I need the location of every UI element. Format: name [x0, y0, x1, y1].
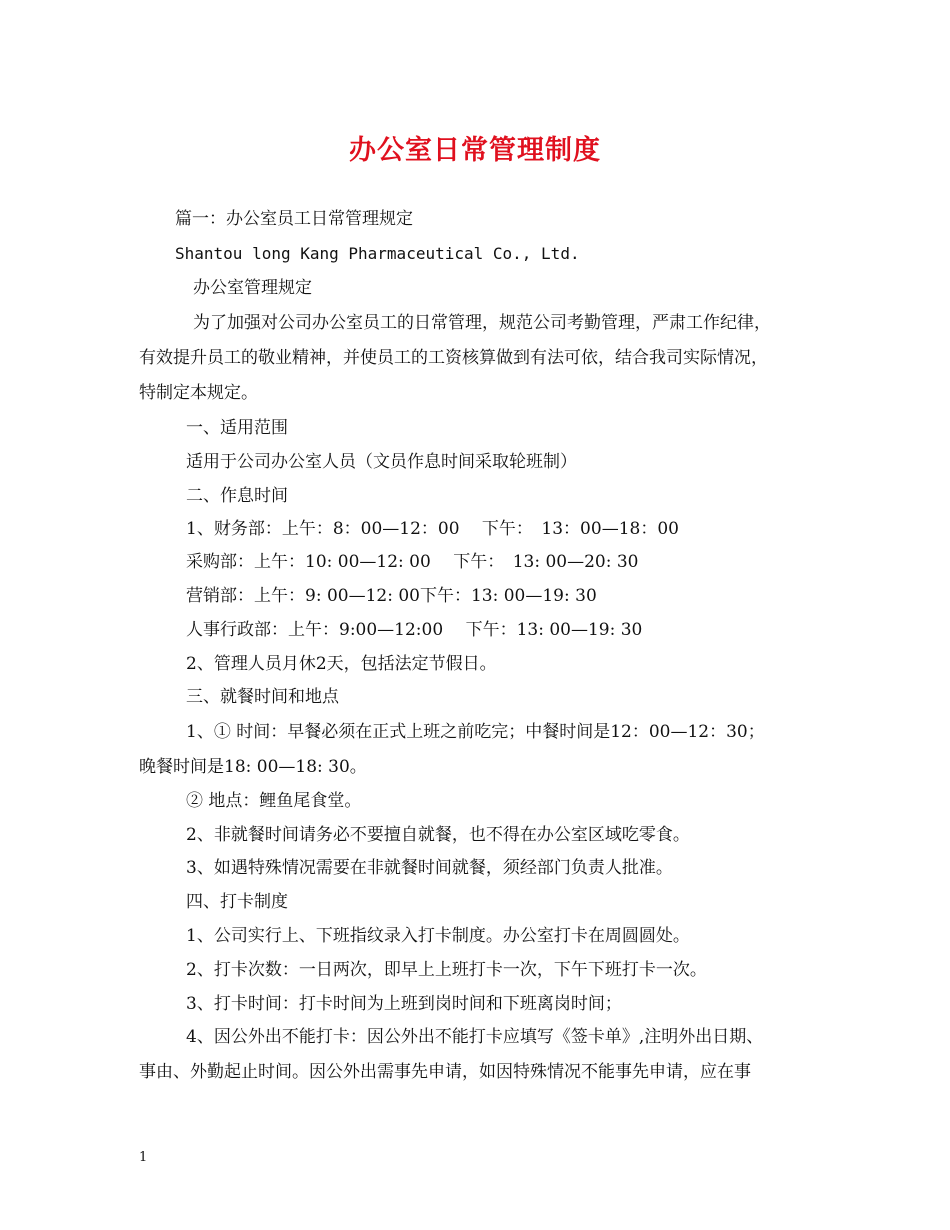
- paragraph-line: 有效提升员工的敬业精神，并使员工的工资核算做到有法可依，结合我司实际情况，: [139, 348, 768, 368]
- paragraph-line: 特制定本规定。: [139, 383, 258, 403]
- paragraph-line: 4、因公外出不能打卡：因公外出不能打卡应填写《签卡单》,注明外出日期、: [186, 1027, 764, 1047]
- paragraph-line: 适用于公司办公室人员（文员作息时间采取轮班制）: [186, 452, 577, 472]
- section-heading: 四、打卡制度: [186, 892, 288, 912]
- schedule-line: 1、财务部：上午：8：00—12：00 下午： 13：00—18：00: [186, 519, 679, 539]
- paragraph-line: 3、如遇特殊情况需要在非就餐时间就餐，须经部门负责人批准。: [186, 858, 673, 878]
- paragraph-line: 2、打卡次数：一日两次，即早上上班打卡一次，下午下班打卡一次。: [186, 960, 707, 980]
- paragraph-line: ② 地点：鲤鱼尾食堂。: [186, 791, 362, 811]
- paragraph-line: 1、① 时间：早餐必须在正式上班之前吃完；中餐时间是12：00—12：30；: [186, 722, 765, 742]
- paragraph-line: 2、非就餐时间请务必不要擅自就餐，也不得在办公室区域吃零食。: [186, 825, 690, 845]
- paragraph-line: 事由、外勤起止时间。因公外出需事先申请，如因特殊情况不能事先申请，应在事: [139, 1062, 751, 1082]
- paragraph-line: 2、管理人员月休2天，包括法定节假日。: [186, 654, 497, 674]
- subtitle: 办公室管理规定: [193, 278, 312, 298]
- page-number: 1: [139, 1150, 148, 1165]
- section-heading: 三、就餐时间和地点: [186, 687, 339, 707]
- paragraph-line: 为了加强对公司办公室员工的日常管理，规范公司考勤管理，严肃工作纪律，: [193, 313, 771, 333]
- paragraph-line: 3、打卡时间：打卡时间为上班到岗时间和下班离岗时间；: [186, 994, 622, 1014]
- schedule-line: 人事行政部：上午：9:00—12:00 下午：13: 00—19: 30: [186, 620, 643, 640]
- section-heading: 一、适用范围: [186, 418, 288, 438]
- paragraph-line: 1、公司实行上、下班指纹录入打卡制度。办公室打卡在周圆圆处。: [186, 926, 690, 946]
- schedule-line: 营销部：上午：9: 00—12: 00下午：13: 00—19: 30: [186, 586, 597, 606]
- document-title: 办公室日常管理制度: [349, 135, 601, 166]
- company-name: Shantou long Kang Pharmaceutical Co., Ltd.: [175, 244, 580, 263]
- section-heading: 二、作息时间: [186, 486, 288, 506]
- schedule-line: 采购部：上午：10: 00—12: 00 下午： 13: 00—20: 30: [186, 552, 639, 572]
- paragraph-line: 晚餐时间是18: 00—18: 30。: [139, 757, 367, 777]
- section-heading: 篇一：办公室员工日常管理规定: [175, 209, 413, 229]
